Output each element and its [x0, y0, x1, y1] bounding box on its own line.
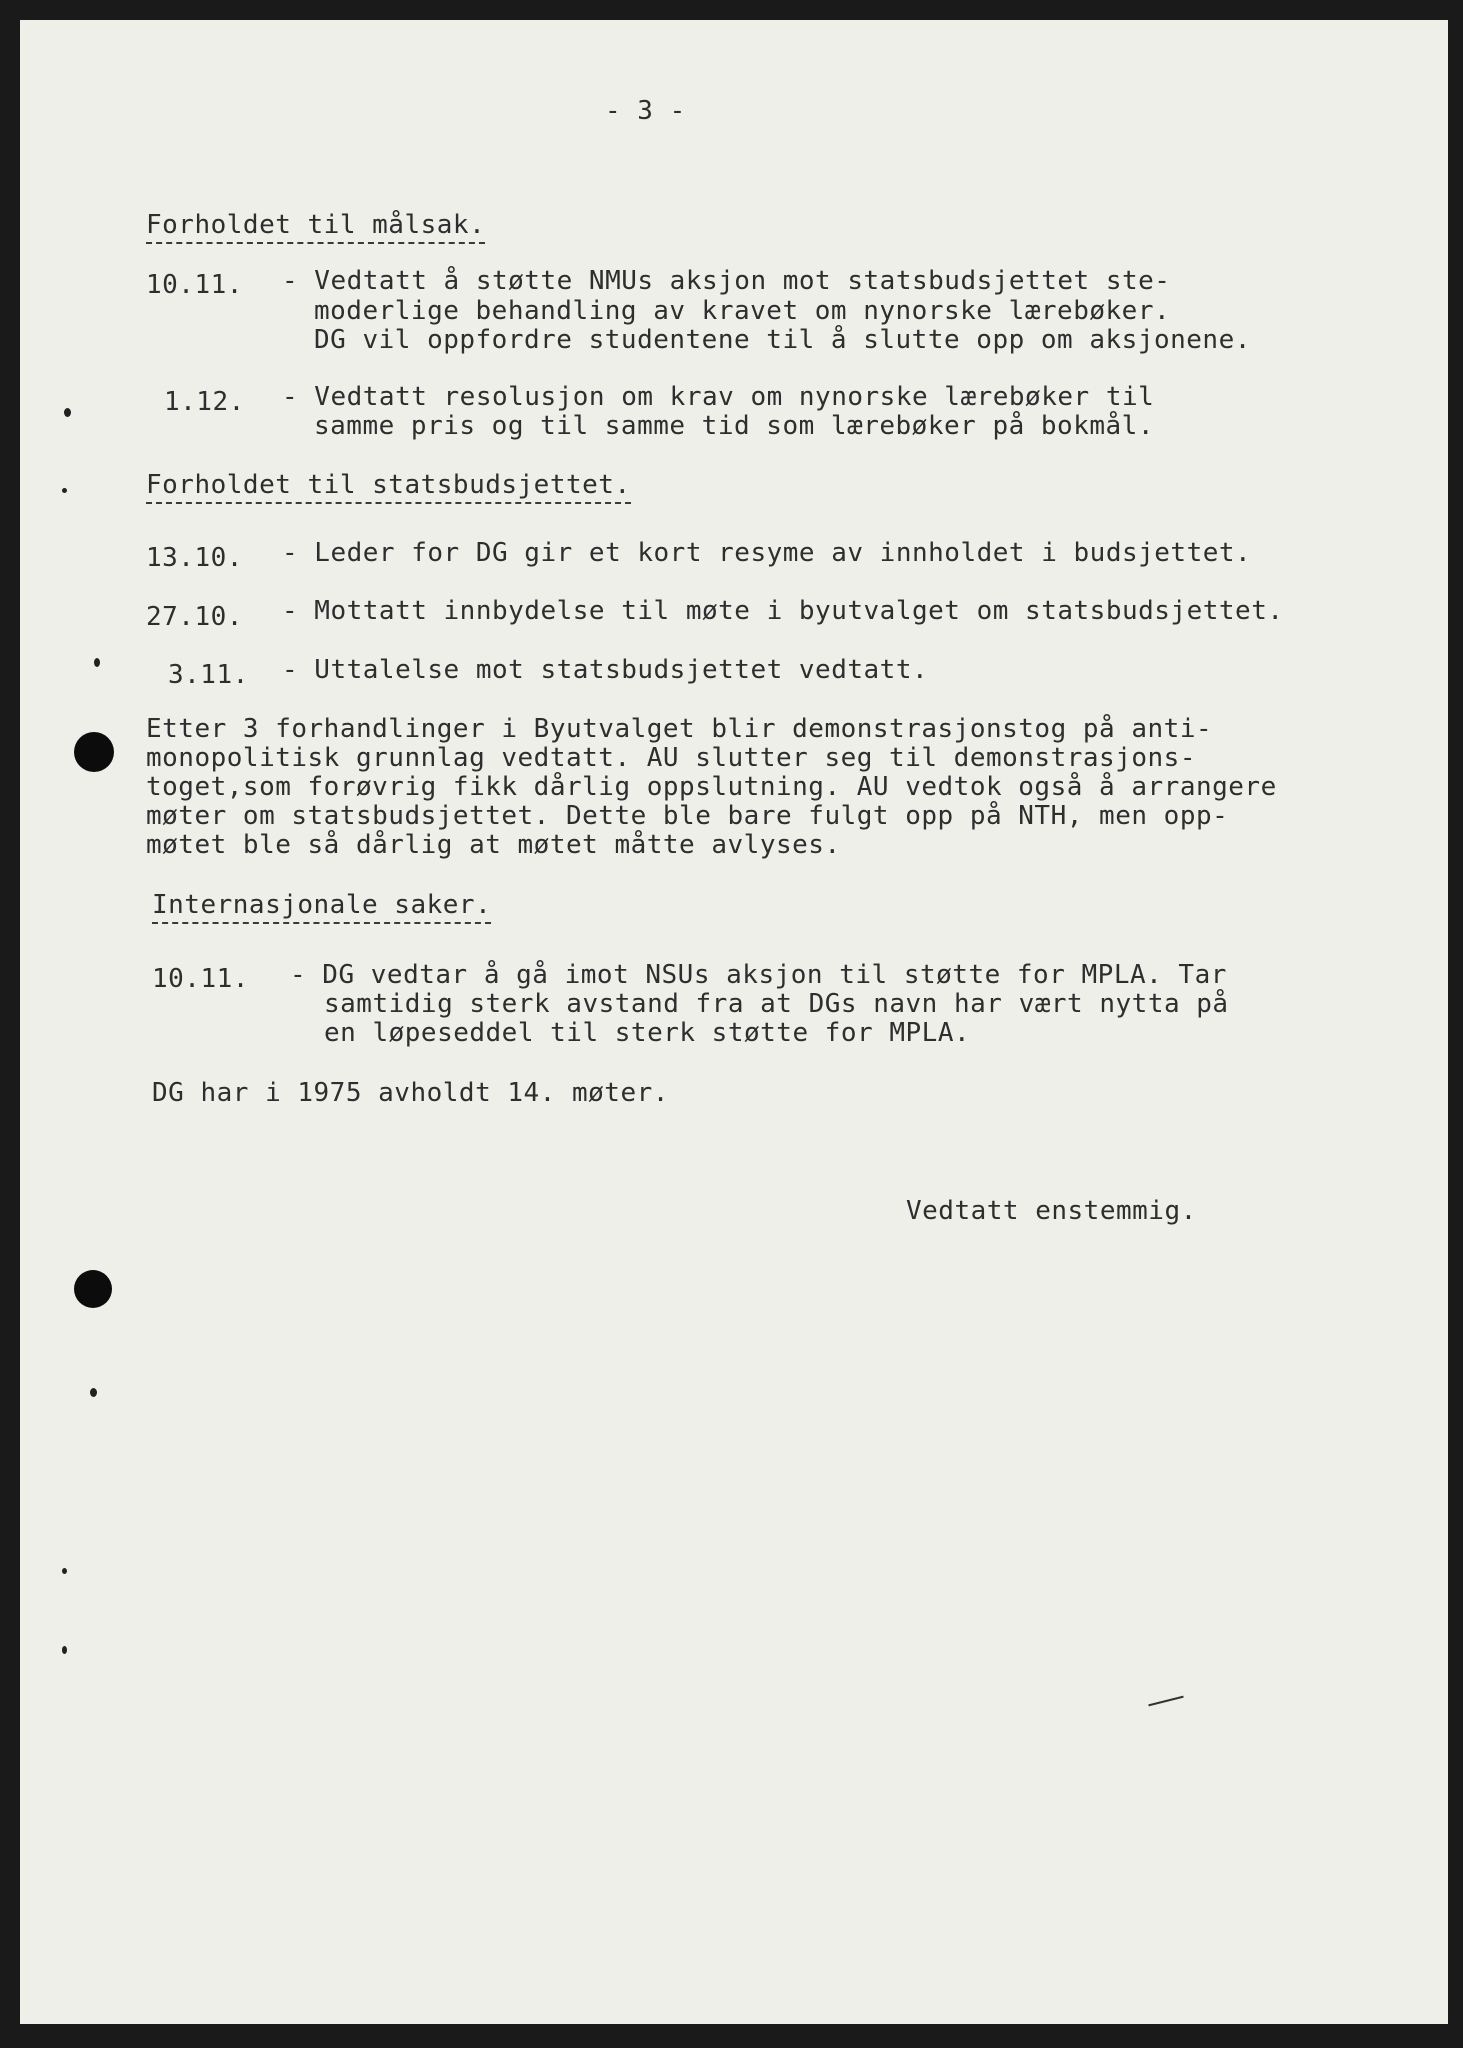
section-heading-internasjonale: Internasjonale saker. — [152, 890, 491, 924]
paragraph-line: møter om statsbudsjettet. Dette ble bare fulgt opp på NTH, men opp- — [146, 801, 1229, 831]
scan-speck — [90, 1388, 97, 1397]
entry-line: moderlige behandling av kravet om nynorske lærebøker. — [314, 296, 1171, 326]
scan-speck — [64, 408, 71, 417]
entry-line: - Vedtatt resolusjon om krav om nynorske lærebøker til — [282, 382, 1155, 412]
paragraph-line: monopolitisk grunnlag vedtatt. AU slutter seg til demonstrasjons- — [146, 743, 1196, 773]
entry-line: samme pris og til samme tid som lærebøker på bokmål. — [314, 411, 1154, 441]
entry-date: 3.11. — [168, 660, 249, 690]
section-heading-statsbudsjettet: Forholdet til statsbudsjettet. — [146, 470, 631, 504]
scan-speck — [94, 658, 100, 667]
paragraph-line: toget,som forøvrig fikk dårlig oppslutning. AU vedtok også å arrangere — [146, 772, 1277, 802]
scan-speck — [62, 488, 67, 493]
entry-line: - Uttalelse mot statsbudsjettet vedtatt. — [282, 655, 929, 685]
entry-line: DG vil oppfordre studentene til å slutte opp om aksjonene. — [314, 325, 1251, 355]
entry-date: 13.10. — [146, 543, 243, 573]
entry-line: samtidig sterk avstand fra at DGs navn har vært nytta på — [324, 989, 1229, 1019]
entry-date: 27.10. — [146, 602, 243, 632]
scan-speck — [62, 1568, 67, 1574]
entry-line: - Vedtatt å støtte NMUs aksjon mot statsbudsjettet ste- — [282, 266, 1171, 296]
punch-hole — [74, 1270, 112, 1308]
meetings-line: DG har i 1975 avholdt 14. møter. — [152, 1078, 669, 1108]
entry-line: - Mottatt innbydelse til møte i byutvalget om statsbudsjettet. — [282, 596, 1284, 626]
section-heading-malsak: Forholdet til målsak. — [146, 210, 485, 244]
document-page — [20, 20, 1448, 2024]
entry-line: - Leder for DG gir et kort resyme av innholdet i budsjettet. — [282, 538, 1252, 568]
paragraph-line: Etter 3 forhandlinger i Byutvalget blir demonstrasjonstog på anti- — [146, 714, 1213, 744]
paragraph-line: møtet ble så dårlig at møtet måtte avlyses. — [146, 830, 841, 860]
scan-speck — [62, 1646, 67, 1654]
entry-line: en løpeseddel til sterk støtte for MPLA. — [324, 1018, 971, 1048]
entry-line: - DG vedtar å gå imot NSUs aksjon til støtte for MPLA. Tar — [290, 960, 1227, 990]
punch-hole — [74, 732, 114, 772]
entry-date: 1.12. — [164, 387, 245, 417]
page-number: - 3 - — [605, 96, 686, 126]
entry-date: 10.11. — [146, 270, 243, 300]
pen-mark — [1148, 1696, 1183, 1707]
closing-statement: Vedtatt enstemmig. — [906, 1196, 1197, 1226]
entry-date: 10.11. — [152, 964, 249, 994]
